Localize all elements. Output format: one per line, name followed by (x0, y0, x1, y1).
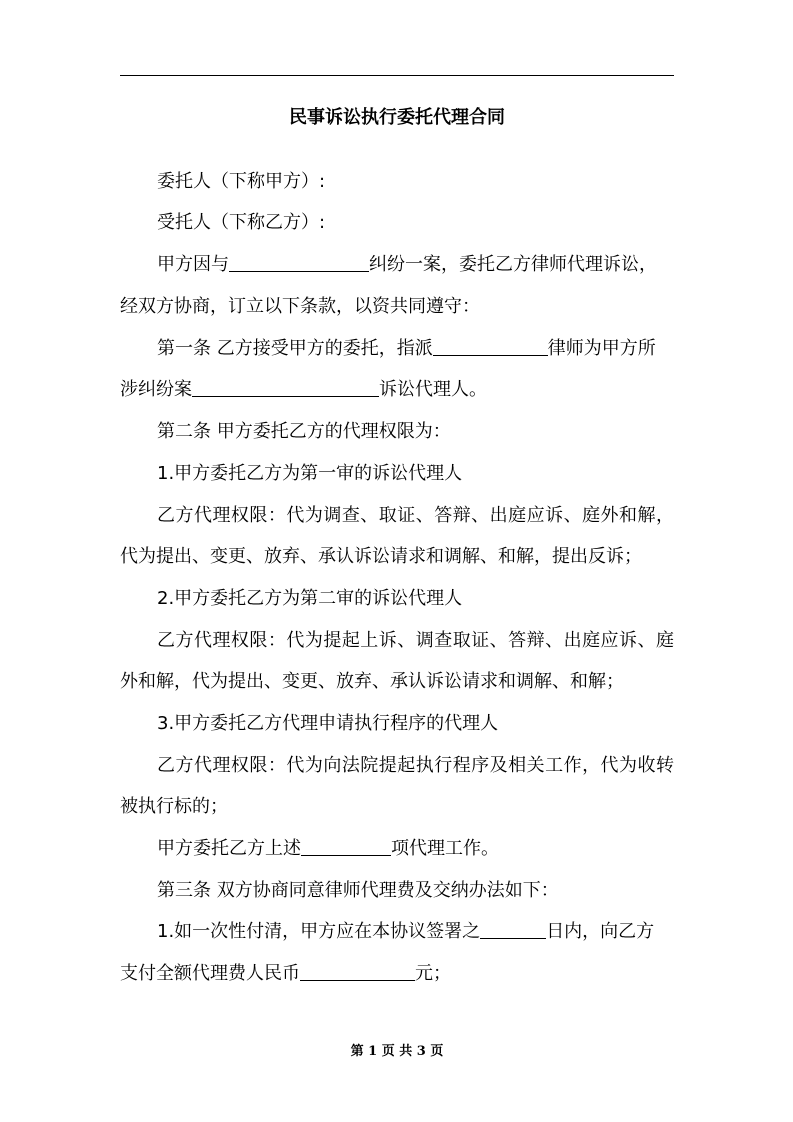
article-2: 第二条 甲方委托乙方的代理权限为： (157, 421, 451, 442)
document-title: 民事诉讼执行委托代理合同 (289, 107, 505, 128)
article-1-start: 第一条 乙方接受甲方的委托，指派 (157, 338, 433, 359)
article-1-cont (120, 377, 674, 403)
lawyer-name-blank[interactable] (433, 337, 548, 356)
page-number: 第 1 页 共 3 页 (350, 1044, 444, 1059)
article-1 (120, 336, 674, 362)
article-2-item-1-scope: 乙方代理权限：代为调查、取证、答辩、出庭应诉、庭外和解， (157, 505, 674, 526)
clause-intro (120, 252, 674, 278)
article-3-item-1-cont-start: 支付全额代理费人民币 (120, 963, 300, 984)
article-3-item-1-cont (120, 961, 674, 987)
fee-amount-blank[interactable] (300, 962, 415, 981)
article-3-item-1-start: 1.如一次性付清，甲方应在本协议签署之 (157, 921, 481, 942)
clause-principal: 委托人（下称甲方）: (157, 171, 326, 192)
article-2-item-2-scope: 乙方代理权限：代为提起上诉、调查取证、答辩、出庭应诉、庭 (157, 630, 674, 651)
delegated-items (120, 836, 674, 862)
header-rule (120, 75, 674, 76)
article-2-item-1: 1.甲方委托乙方为第一审的诉讼代理人 (157, 463, 463, 484)
article-3-item-1-cont-end: 元； (415, 963, 451, 984)
delegated-items-start: 甲方委托乙方上述 (157, 838, 301, 859)
article-2-item-3-scope-cont: 被执行标的； (120, 796, 228, 817)
article-2-item-2: 2.甲方委托乙方为第二审的诉讼代理人 (157, 588, 463, 609)
article-1-end: 律师为甲方所 (547, 338, 656, 359)
clause-intro-end: 纠纷一案，委托乙方律师代理诉讼， (369, 254, 657, 275)
clause-intro-start: 甲方因与 (157, 254, 229, 275)
article-1-cont-start: 涉纠纷案 (120, 379, 192, 400)
delegated-items-end: 项代理工作。 (391, 838, 499, 859)
article-3: 第三条 双方协商同意律师代理费及交纳办法如下： (157, 880, 559, 901)
article-1-cont-end: 诉讼代理人。 (379, 379, 487, 400)
days-blank[interactable] (480, 920, 546, 939)
article-2-item-1-scope-cont: 代为提出、变更、放弃、承认诉讼请求和调解、和解，提出反诉； (120, 546, 642, 567)
item-count-blank[interactable] (301, 837, 391, 856)
clause-intro-cont: 经双方协商，订立以下条款，以资共同遵守： (120, 296, 480, 317)
article-2-item-3-scope: 乙方代理权限：代为向法院提起执行程序及相关工作，代为收转 (157, 755, 674, 776)
dispute-party-blank[interactable] (229, 253, 369, 272)
case-name-blank[interactable] (192, 378, 379, 397)
article-3-item-1 (120, 919, 674, 945)
clause-agent: 受托人（下称乙方）: (157, 212, 326, 233)
article-3-item-1-end: 日内，向乙方 (546, 921, 655, 942)
article-2-item-3: 3.甲方委托乙方代理申请执行程序的代理人 (157, 713, 499, 734)
article-2-item-2-scope-cont: 外和解，代为提出、变更、放弃、承认诉讼请求和调解、和解； (120, 671, 624, 692)
